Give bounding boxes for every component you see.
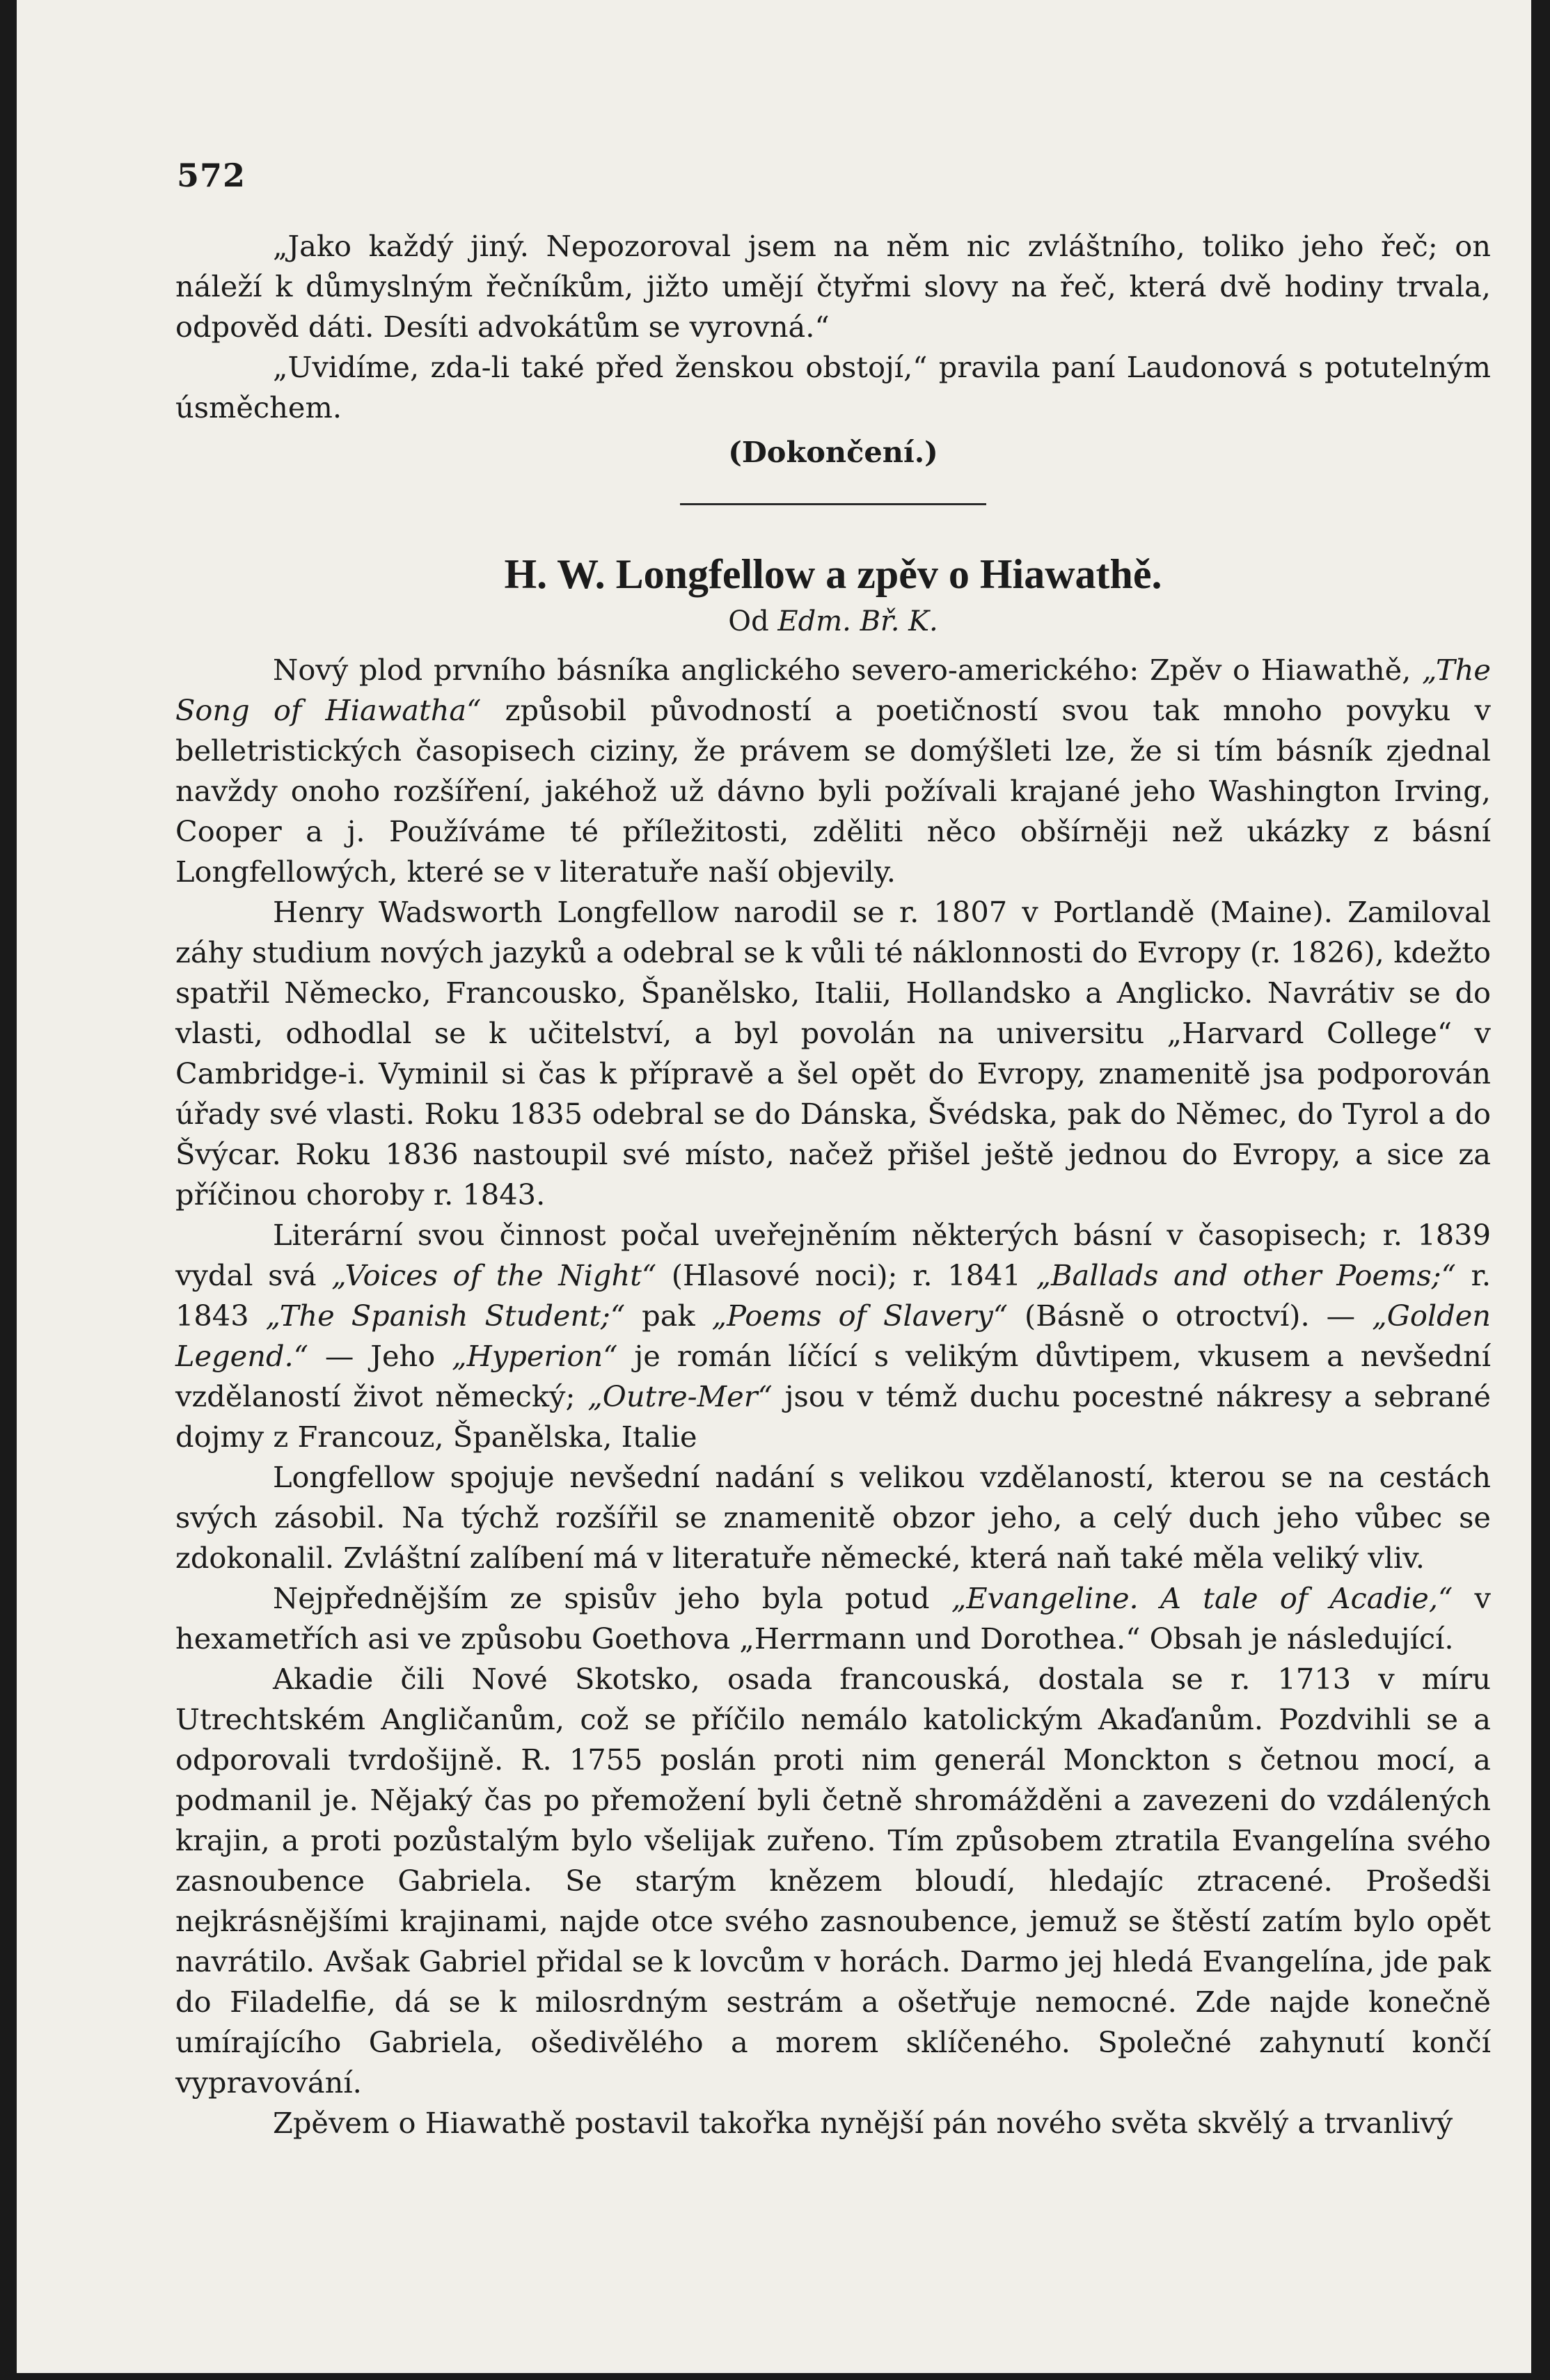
paragraph: Akadie čili Nové Skotsko, osada francouská, dostala se r. 1713 v míru Utrechtském Angličanům, což se příčilo nemálo katolickým Akaďanům. Pozdvihli se a odporovali tvrdošijně. R. 1755 poslán proti nim generál Monckton s četnou mocí, a podmanil je. Nějaký čas po přemožení byli četně shromážděni a zavezeni do vzdálených krajin, a proti pozůstalým bylo všelijak zuřeno. Tím způsobem ztratila Evangelína svého zasnoubence Gabriela. Se starým knězem bloudí, hledajíc ztracené. Prošedši nejkrásnějšími krajinami, najde otce svého zasnoubence, jemuž se štěstí zatím bylo opět navrátilo. Avšak Gabriel přidal se k lovcům v horách. Darmo jej hledá Evangelína, jde pak do Filadelfie, dá se k milosrdným sestrám a ošetřuje nemocné. Zde najde konečně umírajícího Gabriela, ošedivělého a morem sklíčeného. Společné zahynutí končí vypravování.: [175, 1662, 1491, 2100]
text-span: je román líčící s velikým důvtipem, vkusem a nevšední vzdělaností život německý;: [175, 1339, 1491, 1413]
paragraph: [175, 1578, 1491, 1659]
work-title: „Hyperion“: [452, 1339, 618, 1373]
paragraph: Longfellow spojuje nevšední nadání s velikou vzdělaností, kterou se na cestách svých zásobil. Na týchž rozšířil se znamenitě obzor jeho, a celý duch jeho vůbec se zdokonalil. Zvláštní zalíbení má v literatuře německé, která naň také měla veliký vliv.: [175, 1460, 1491, 1575]
work-title: „Evangeline. A tale of Acadie,“: [951, 1581, 1453, 1615]
paragraph: [175, 650, 1491, 892]
continuation-note: (Dokončení.): [728, 435, 938, 469]
byline-author: Edm. Bř. K.: [777, 605, 938, 637]
text-span: pak: [625, 1299, 712, 1333]
byline: [175, 601, 1491, 642]
work-title: „Outre-Mer“: [587, 1379, 773, 1413]
paragraph: Henry Wadsworth Longfellow narodil se r. 1807 v Portlandě (Maine). Zamiloval záhy studium nových jazyků a odebral se k vůli té náklonnosti do Evropy (r. 1826), kdežto spatřil Německo, Francousko, Španělsko, Italii, Hollandsko a Anglicko. Navrátiv se do vlasti, odhodlal se k učitelství, a byl povolán na universitu „Harvard College“ v Cambridge-i. Vyminil si čas k přípravě a šel opět do Evropy, znamenitě jsa podporován úřady své vlasti. Roku 1835 odebral se do Dánska, Švédska, pak do Němec, do Tyrol a do Švýcar. Roku 1836 nastoupil své místo, načež přišel ještě jednou do Evropy, a sice za příčinou choroby r. 1843.: [175, 895, 1491, 1212]
text-span: způsobil původností a poetičností svou tak mnoho povyku v belletristických časopisech ciziny, že právem se domýšleti lze, že si tím básník zjednal navždy onoho rozšíření, jakéhož už dávno byli požívali krajané jeho Washington Irving, Cooper a j. Používáme té příležitosti, zděliti něco obšírněji než ukázky z básní Longfellowých, které se v literatuře naší objevily.: [175, 693, 1491, 889]
text-span: — Jeho: [308, 1339, 452, 1373]
text-span: Nejpřednějším ze spisův jeho byla potud: [273, 1581, 951, 1615]
paragraph: [175, 1215, 1491, 1457]
text-span: (Básně o otroctví). —: [1007, 1299, 1373, 1333]
text-span: Literární svou činnost počal uveřejněním některých básní v časopisech; r. 1839 vydal svá: [175, 1218, 1491, 1292]
byline-prefix: Od: [728, 605, 769, 637]
work-title: „Voices of the Night“: [331, 1258, 657, 1292]
work-title: „The Spanish Student;“: [265, 1299, 626, 1333]
text-span: (Hlasové noci); r. 1841: [656, 1258, 1036, 1292]
text-span: r. 1843: [175, 1258, 1492, 1333]
text-span: v hexametřích asi ve způsobu Goethova „Herrmann und Dorothea.“ Obsah je následující.: [175, 1581, 1491, 1656]
text-span: Nový plod prvního básníka anglického severo-amerického: Zpěv o Hiawathě,: [273, 653, 1422, 687]
section-divider: [680, 503, 986, 505]
text-span: jsou v témž duchu pocestné nákresy a sebrané dojmy z Francouz, Španělska, Italie: [175, 1379, 1491, 1454]
page-number: 572: [177, 157, 246, 194]
paragraph: „Jako každý jiný. Nepozoroval jsem na něm nic zvláštního, toliko jeho řeč; on náleží k důmyslným řečníkům, jižto umějí čtyřmi slovy na řeč, která dvě hodiny trvala, odpověd dáti. Desíti advokátům se vyrovná.“: [175, 229, 1491, 344]
article-title: H. W. Longfellow a zpěv o Hiawathě.: [504, 551, 1162, 597]
page-content: [175, 226, 1491, 2143]
work-title: „Ballads and other Poems;“: [1036, 1258, 1456, 1292]
page: [17, 0, 1531, 2373]
work-title: „Poems of Slavery“: [711, 1299, 1008, 1333]
work-title: „The Song of Hiawatha“: [175, 653, 1491, 727]
paragraph: „Uvidíme, zda-li také před ženskou obstojí,“ pravila paní Laudonová s potutelným úsměchem.: [175, 350, 1491, 425]
work-title: „Golden Legend.“: [175, 1299, 1491, 1373]
paragraph: Zpěvem o Hiawathě postavil takořka nynější pán nového světa skvělý a trvanlivý: [273, 2106, 1453, 2140]
